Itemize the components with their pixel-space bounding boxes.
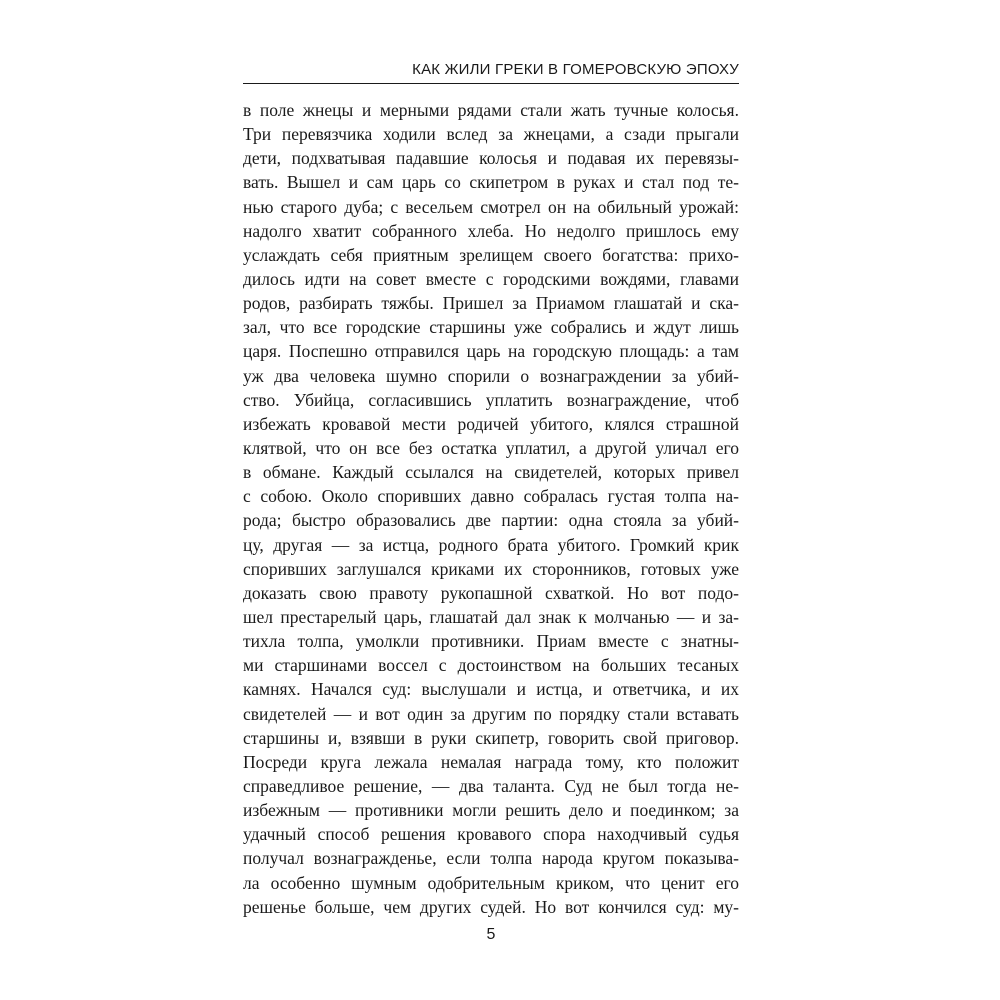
- text-line: уж два человека шумно спорили о вознаграждении за убий-: [243, 365, 739, 386]
- text-line: вать. Вышел и сам царь со скипетром в руках и стал под те-: [243, 172, 739, 193]
- text-line: Посреди круга лежала немалая награда тому, кто положит: [243, 751, 739, 772]
- text-line: царя. Поспешно отправился царь на городскую площадь: а там: [243, 341, 739, 362]
- text-line: ми старшинами воссел с достоинством на больших тесаных: [243, 655, 739, 676]
- text-line: надолго хватит собранного хлеба. Но недолго пришлось ему: [243, 220, 739, 241]
- text-line: дилось идти на совет вместе с городскими вождями, главами: [243, 268, 739, 289]
- text-line: нью старого дуба; с весельем смотрел он на обильный урожай:: [243, 196, 739, 217]
- text-line: тихла толпа, умолкли противники. Приам вместе с знатны-: [243, 631, 739, 652]
- text-line: ла особенно шумным одобрительным криком, что ценит его: [243, 872, 739, 893]
- header-rule: [243, 83, 739, 84]
- text-line: цу, другая — за истца, родного брата убитого. Громкий крик: [243, 534, 739, 555]
- text-line: с собою. Около споривших давно собралась густая толпа на-: [243, 486, 739, 507]
- text-line: родов, разбирать тяжбы. Пришел за Приамом глашатай и ска-: [243, 293, 739, 314]
- text-line: шел престарелый царь, глашатай дал знак к молчанью — и за-: [243, 606, 739, 627]
- text-line: в обмане. Каждый ссылался на свидетелей, которых привел: [243, 462, 739, 483]
- text-line: дети, подхватывая падавшие колосья и подавая их перевязы-: [243, 148, 739, 169]
- text-line: зал, что все городские старшины уже собрались и ждут лишь: [243, 317, 739, 338]
- text-line: клятвой, что он все без остатка уплатил, а другой уличал его: [243, 437, 739, 458]
- running-title: КАК ЖИЛИ ГРЕКИ В ГОМЕРОВСКУЮ ЭПОХУ: [412, 61, 739, 78]
- text-line: избежать кровавой мести родичей убитого, клялся страшной: [243, 413, 739, 434]
- text-line: решенье больше, чем других судей. Но вот кончился суд: му-: [243, 896, 739, 917]
- text-line: споривших заглушался криками их сторонников, готовых уже: [243, 558, 739, 579]
- text-line: услаждать себя приятным зрелищем своего богатства: прихо-: [243, 244, 739, 265]
- text-line: избежным — противники могли решить дело и поединком; за: [243, 800, 739, 821]
- text-line: в поле жнецы и мерными рядами стали жать тучные колосья.: [243, 100, 739, 120]
- text-line: доказать свою правоту рукопашной схваткой. Но вот подо-: [243, 582, 739, 603]
- text-line: получал вознагражденье, если толпа народа кругом показыва-: [243, 848, 739, 869]
- text-line: удачный способ решения кровавого спора находчивый судья: [243, 824, 739, 845]
- text-line: справедливое решение, — два таланта. Суд не был тогда не-: [243, 775, 739, 796]
- text-line: рода; быстро образовались две партии: одна стояла за убий-: [243, 510, 739, 531]
- text-line: свидетелей — и вот один за другим по порядку стали вставать: [243, 703, 739, 724]
- text-line: старшины и, взявши в руки скипетр, говорить свой приговор.: [243, 727, 739, 748]
- text-line: Три перевязчика ходили вслед за жнецами, а сзади прыгали: [243, 124, 739, 145]
- text-line: ство. Убийца, согласившись уплатить вознаграждение, чтоб: [243, 389, 739, 410]
- text-line: камнях. Начался суд: выслушали и истца, и ответчика, и их: [243, 679, 739, 700]
- page-number: 5: [486, 926, 496, 943]
- body-text: [243, 98, 739, 919]
